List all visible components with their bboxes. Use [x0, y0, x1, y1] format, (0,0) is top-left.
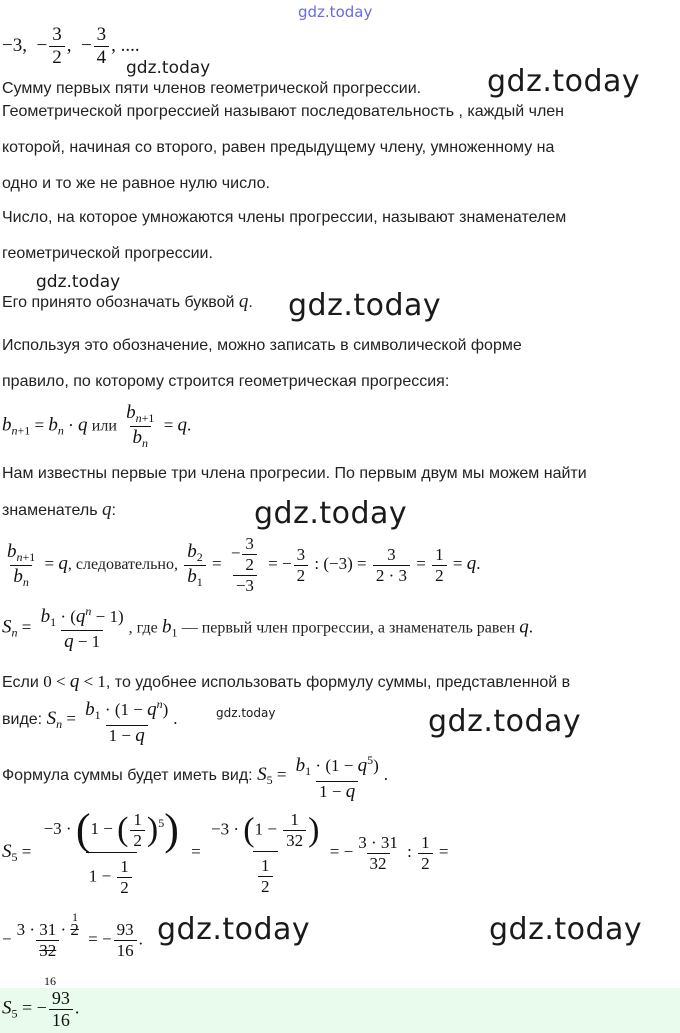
watermark: gdz.today	[487, 64, 641, 99]
watermark-top: gdz.today	[298, 3, 373, 21]
text-line: Его принято обозначать буквой q.	[2, 291, 253, 312]
text-line: Сумму первых пяти членов геометрической прогрессии.	[2, 80, 422, 97]
text-line: Нам известны первые три члена прогресии. По первым двум мы можем найти	[2, 465, 587, 482]
text-line: Используя это обозначение, можно записать в символической форме	[2, 337, 522, 354]
watermark: gdz.today	[216, 706, 276, 720]
text-line: Если 0 < q < 1, то удобнее использовать формулу суммы, представленной в	[2, 671, 571, 692]
text-line: Формула суммы будет иметь вид: $S_5$ = $\frac{b_1 \cdot (1 - q^5)}{1 - q}$ .	[2, 753, 389, 802]
formula-calculation: $S_5$ = −3 · (1 − ( $\frac{1}{2}$ )$^5$) 1 − $\frac{1}{2}$ = −3 · (1 − $\frac{1}{32}$ ) $\frac{1}{2}$ = − $\frac{3 \cdot 31}{32}$ : $\frac{1}{2}$ =	[2, 805, 449, 897]
watermark: gdz.today	[489, 912, 643, 947]
text-segment: — первый член прогрессии, а знаменатель равен	[181, 619, 516, 637]
text-segment: виде:	[2, 710, 43, 728]
text-line: которой, начиная со второго, равен предыдущему члену, умноженному на	[2, 139, 555, 156]
text-line: геометрической прогрессии.	[2, 245, 213, 262]
text-segment: , следовательно,	[67, 555, 178, 573]
text-line: правило, по которому строится геометрическая прогрессия:	[2, 373, 450, 390]
text-line: Число, на которое умножаются члены прогрессии, называют знаменателем	[2, 209, 567, 226]
watermark: gdz.today	[288, 288, 442, 323]
text-line: знаменатель q:	[2, 499, 116, 520]
watermark: gdz.today	[126, 58, 211, 78]
watermark: gdz.today	[157, 912, 311, 947]
watermark: gdz.today	[254, 496, 408, 531]
text-segment: Если	[2, 674, 39, 691]
sequence: −3, − $\frac{3}{2}$ , − $\frac{3}{4}$ , ....	[2, 24, 140, 68]
answer: $S_5$ = − $\frac{93}{16}$ .	[2, 988, 80, 1030]
text-line: одно и то же не равное нулю число.	[2, 175, 270, 192]
text-segment: , то удобнее использовать формулу суммы, представленной в	[105, 674, 571, 691]
text-segment: знаменатель	[2, 502, 98, 519]
watermark: gdz.today	[36, 272, 121, 292]
text-segment: , где	[128, 619, 158, 637]
formula-sum: $S_n$ = $\frac{b_1 \cdot (q^n - 1)}{q - 1}$ , где $b_1$ — первый член прогрессии, а знаменатель равен q.	[2, 604, 534, 652]
formula-recurrence: $b_{n+1} = b_n \cdot q$ или $\frac{b_{n+1}}{b_n}$ = q.	[2, 402, 192, 450]
answer-band	[0, 988, 680, 1033]
text-segment: Формула суммы будет иметь вид:	[2, 766, 253, 784]
text-line: Геометрической прогрессией называют последовательность , каждый член	[2, 103, 565, 120]
text-segment: Его принято обозначать буквой	[2, 294, 235, 311]
text-line: виде: $S_n$ = $\frac{b_1 \cdot (1 - q^n)}{1 - q}$ .	[2, 697, 178, 746]
watermark: gdz.today	[428, 704, 582, 739]
formula-q: $\frac{b_{n+1}}{b_n}$ = q, следовательно, $\frac{b_2}{b_1}$ = − $\frac{3}{2}$ −3 = − $\frac{3}{2}$ : (−3) = $\frac{3}{2 \cdot 3}$ = $\frac{1}{2}$ = q.	[7, 534, 481, 595]
text-segment: или	[91, 417, 117, 435]
formula-cancel: − $\frac{3 \cdot 31 \cdot 2}{32}$ = − $\frac{93}{16}$ .	[2, 920, 143, 960]
